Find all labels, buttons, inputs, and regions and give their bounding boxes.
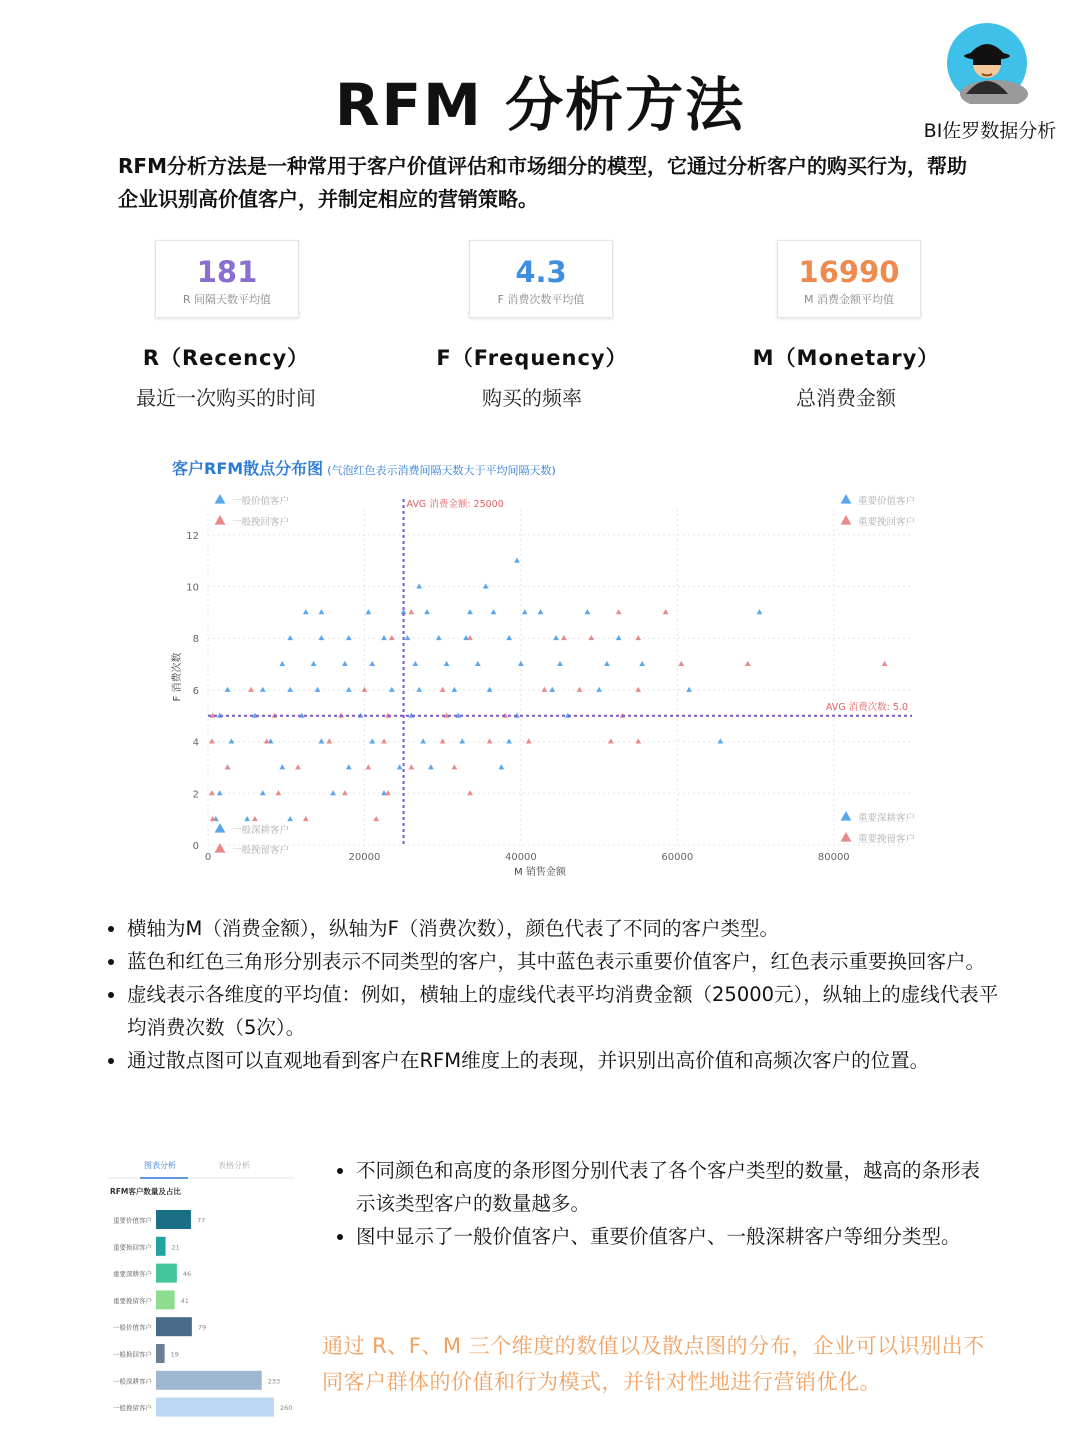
scatter-point (405, 635, 411, 640)
bar-value-label: 46 (182, 1270, 192, 1279)
scatter-point (440, 738, 446, 743)
legend-marker-icon (215, 823, 226, 833)
page-title: RFM 分析方法 (334, 71, 746, 139)
y-tick-label: 2 (192, 789, 199, 801)
scatter-point (248, 687, 254, 692)
bar-value-label: 19 (170, 1350, 179, 1359)
x-tick-label: 0 (204, 852, 212, 863)
scatter-point (686, 687, 692, 692)
bar-category-label: 一般深耕客户 (113, 1377, 152, 1386)
scatter-point (252, 816, 258, 821)
scatter-point (264, 738, 270, 743)
x-tick-label: 20000 (348, 852, 381, 863)
kpi-label-r: R 间隔天数平均值 (182, 293, 272, 306)
scatter-point (452, 764, 458, 769)
scatter-point (467, 609, 473, 614)
scatter-point (319, 635, 325, 640)
scatter-point (408, 609, 414, 614)
intro-paragraph: RFM分析方法是一种常用于客户价值评估和市场细分的模型，它通过分析客户的购买行为，帮助企业识别高价值客户，并制定相应的营销策略。 (118, 154, 967, 211)
bar-value-label: 21 (171, 1243, 180, 1252)
scatter-point (436, 635, 442, 640)
scatter-point (362, 687, 368, 692)
y-tick-label: 6 (192, 685, 199, 697)
scatter-point (444, 661, 450, 666)
scatter-point (596, 687, 602, 692)
scatter-point (412, 661, 418, 666)
y-tick-label: 0 (192, 841, 199, 852)
scatter-point (217, 790, 223, 795)
legend-label: 一般挽回客户 (232, 517, 290, 528)
scatter-point (346, 635, 352, 640)
scatter-bullet-2: • 蓝色和红色三角形分别表示不同类型的客户，其中蓝色表示重要价值客户，红色表示重要换回客户。 (127, 945, 1005, 978)
legend-marker-icon (841, 494, 852, 504)
scatter-point (330, 790, 336, 795)
scatter-chart (160, 485, 930, 880)
bar (156, 1344, 165, 1363)
y-tick-label: 4 (192, 737, 199, 749)
bar-explanation (334, 1154, 994, 1253)
scatter-point (287, 635, 293, 640)
dimension-r (76, 342, 376, 411)
kpi-value-m: 16990 (798, 255, 900, 289)
legend-label: 一般价值客户 (232, 496, 290, 507)
scatter-point (276, 790, 282, 795)
kpi-value-f: 4.3 (515, 255, 567, 289)
scatter-point (616, 635, 622, 640)
scatter-point (373, 816, 379, 821)
x-tick-label: 80000 (817, 852, 850, 863)
scatter-point (319, 738, 325, 743)
scatter-point (663, 609, 669, 614)
bar-category-label: 重要挽留客户 (113, 1296, 152, 1305)
conclusion-text: 通过 R、F、M 三个维度的数值以及散点图的分布，企业可以识别出不同客户群体的价值和行为模式，并针对性地进行营销优化。 (322, 1334, 985, 1394)
scatter-point (467, 790, 473, 795)
scatter-grid (208, 509, 912, 845)
scatter-point (506, 635, 512, 640)
scatter-point (326, 738, 332, 743)
bar-category-label: 一般换回客户 (113, 1350, 152, 1359)
legend-label: 重要挽回客户 (858, 517, 916, 528)
scatter-point (315, 687, 321, 692)
avg-x-label: AVG 消费金额: 25000 (406, 499, 504, 510)
legend-label: 重要挽留客户 (858, 834, 916, 845)
scatter-point (639, 661, 645, 666)
x-tick-label: 60000 (661, 852, 694, 863)
scatter-point (260, 687, 266, 692)
scatter-point (577, 687, 583, 692)
scatter-point (717, 738, 723, 743)
scatter-point (381, 738, 387, 743)
scatter-point (397, 764, 403, 769)
scatter-point (487, 687, 493, 692)
scatter-point (389, 687, 395, 692)
bar (156, 1264, 177, 1283)
scatter-point (424, 609, 430, 614)
legend-marker-icon (841, 515, 852, 525)
scatter-point (365, 609, 371, 614)
x-tick-label: 40000 (504, 852, 537, 863)
dimension-m-heading: M（Monetary） (752, 346, 940, 370)
legend-marker-icon (841, 811, 852, 821)
scatter-point (491, 609, 497, 614)
dimension-f-heading: F（Frequency） (436, 346, 628, 370)
avg-y-label: AVG 消费次数: 5.0 (825, 701, 908, 713)
kpi-value-r: 181 (196, 255, 258, 289)
bar-bullet-1: • 不同颜色和高度的条形图分别代表了各个客户类型的数量，越高的条形表示该类型客户的数量越多。 (356, 1154, 994, 1220)
scatter-point (342, 790, 348, 795)
scatter-point (553, 635, 559, 640)
bar-category-label: 重要深耕客户 (113, 1270, 152, 1279)
scatter-point (526, 738, 532, 743)
legend-marker-icon (215, 494, 226, 504)
bar-category-label: 一般价值客户 (113, 1323, 152, 1332)
scatter-point (319, 609, 325, 614)
scatter-point (518, 661, 524, 666)
scatter-point (369, 738, 375, 743)
scatter-point (452, 687, 458, 692)
dimension-m (696, 342, 996, 411)
dimension-f-desc: 购买的频率 (482, 386, 582, 410)
scatter-point (287, 687, 293, 692)
scatter-point (514, 557, 520, 562)
bar-value-label: 79 (197, 1323, 207, 1332)
y-tick-label: 8 (192, 634, 199, 646)
bar (156, 1398, 274, 1417)
scatter-point (303, 609, 309, 614)
tab-chart-analysis[interactable]: 图表分析 (144, 1161, 176, 1170)
scatter-point (635, 635, 641, 640)
dimension-r-desc: 最近一次购买的时间 (136, 386, 316, 410)
scatter-point (549, 687, 555, 692)
scatter-bullet-1: • 横轴为M（消费金额），纵轴为F（消费次数），颜色代表了不同的客户类型。 (127, 912, 1005, 945)
bar-value-label: 233 (267, 1377, 281, 1386)
bar (156, 1317, 192, 1336)
scatter-explanation (105, 912, 1005, 1077)
bar-value-label: 77 (196, 1216, 206, 1225)
scatter-point (498, 764, 504, 769)
bar (156, 1237, 166, 1256)
scatter-point (225, 764, 231, 769)
scatter-bullet-4: • 通过散点图可以直观地看到客户在RFM维度上的表现，并识别出高价值和高频次客户的位置。 (127, 1044, 1005, 1077)
scatter-point (209, 738, 215, 743)
scatter-point (506, 738, 512, 743)
tab-table-analysis[interactable]: 表格分析 (218, 1161, 250, 1170)
scatter-point (369, 661, 375, 666)
bar-category-label: 重要价值客户 (113, 1216, 152, 1225)
kpi-label-m: M 消费金额平均值 (804, 293, 894, 306)
scatter-point (608, 738, 614, 743)
scatter-point (365, 764, 371, 769)
scatter-point (459, 738, 465, 743)
kpi-card-f (469, 240, 613, 318)
scatter-point (616, 609, 622, 614)
bar (156, 1371, 262, 1390)
kpi-card-m (777, 240, 921, 318)
legend-marker-icon (215, 843, 226, 853)
scatter-point (381, 635, 387, 640)
scatter-point (303, 816, 309, 821)
scatter-point (541, 687, 547, 692)
scatter-point (584, 609, 590, 614)
scatter-point (420, 738, 426, 743)
avatar (946, 22, 1028, 104)
scatter-point (635, 687, 641, 692)
bar-rows (113, 1210, 292, 1417)
scatter-point (561, 635, 567, 640)
scatter-point (244, 816, 250, 821)
scatter-point (428, 764, 434, 769)
bar (156, 1290, 175, 1309)
bar-value-label: 260 (280, 1404, 293, 1413)
scatter-point (342, 661, 348, 666)
dimension-m-desc: 总消费金额 (796, 386, 896, 410)
legend-marker-icon (215, 515, 226, 525)
scatter-point (538, 609, 544, 614)
scatter-point (260, 790, 266, 795)
scatter-point (229, 738, 235, 743)
avatar-icon (946, 22, 1028, 104)
scatter-point (311, 661, 317, 666)
scatter-point (467, 635, 473, 640)
scatter-point (209, 790, 215, 795)
scatter-point (522, 609, 528, 614)
scatter-point (279, 661, 285, 666)
legend-marker-icon (841, 832, 852, 842)
y-tick-label: 10 (186, 582, 199, 594)
scatter-point (279, 764, 285, 769)
scatter-point (604, 661, 610, 666)
scatter-point (882, 661, 888, 666)
scatter-point (678, 661, 684, 666)
brand-name: BI佐罗数据分析 (923, 120, 1057, 142)
scatter-point (557, 661, 563, 666)
scatter-point (483, 583, 489, 588)
bar-bullet-2: • 图中显示了一般价值客户、重要价值客户、一般深耕客户等细分类型。 (356, 1220, 994, 1253)
scatter-point (287, 816, 293, 821)
scatter-point (346, 764, 352, 769)
bar-category-label: 重要换回客户 (113, 1243, 152, 1252)
scatter-point (408, 764, 414, 769)
scatter-point (745, 661, 751, 666)
legend-label: 重要深耕客户 (858, 813, 916, 824)
bar-value-label: 41 (180, 1296, 189, 1305)
scatter-point (487, 738, 493, 743)
y-tick-label: 12 (186, 530, 199, 542)
dimension-f (382, 342, 682, 411)
scatter-point (416, 583, 422, 588)
kpi-label-f: F 消费次数平均值 (497, 293, 585, 306)
scatter-point (588, 635, 594, 640)
scatter-point (385, 790, 391, 795)
scatter-chart-title (172, 456, 556, 479)
scatter-legend (215, 494, 915, 856)
scatter-point (757, 609, 763, 614)
scatter-chart-title-text: 客户RFM散点分布图 (172, 459, 324, 478)
scatter-point (635, 738, 641, 743)
bar-chart-title: RFM客户数量及占比 (110, 1187, 181, 1196)
bar-category-label: 一般挽留客户 (113, 1404, 152, 1413)
scatter-point (475, 661, 481, 666)
legend-label: 重要价值客户 (858, 496, 916, 507)
scatter-point (389, 635, 395, 640)
x-axis-label: M 销售金额 (514, 867, 566, 878)
scatter-bullet-3: • 虚线表示各维度的平均值：例如，横轴上的虚线代表平均消费金额（25000元），纵轴上的虚线代表平均消费次数（5次）。 (127, 978, 1005, 1044)
scatter-points (209, 557, 887, 821)
dimension-r-heading: R（Recency） (142, 346, 310, 370)
y-axis-label: F 消费次数 (172, 652, 183, 702)
scatter-point (346, 687, 352, 692)
scatter-point (440, 687, 446, 692)
bar (156, 1210, 191, 1229)
scatter-point (295, 764, 301, 769)
scatter-chart-note: (气泡红色表示消费间隔天数大于平均间隔天数) (327, 464, 556, 477)
bar-chart (104, 1150, 300, 1425)
legend-label: 一般深耕客户 (232, 825, 290, 836)
kpi-card-r (155, 240, 299, 318)
legend-label: 一般挽留客户 (232, 845, 290, 856)
scatter-point (225, 687, 231, 692)
scatter-point (416, 687, 422, 692)
